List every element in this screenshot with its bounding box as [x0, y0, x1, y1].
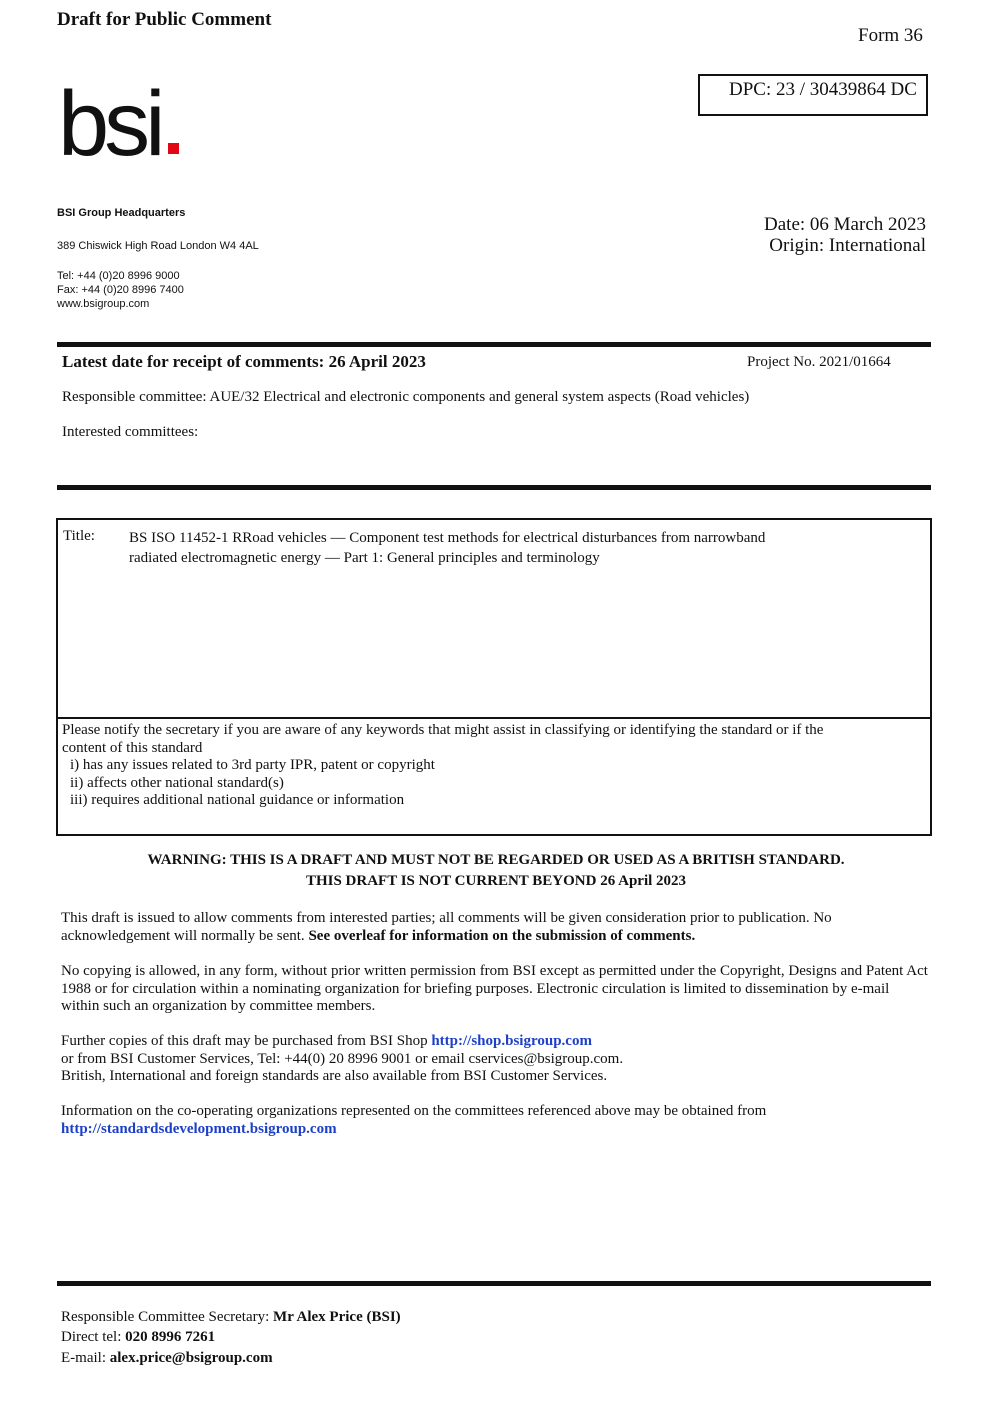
document-origin: Origin: International: [769, 235, 926, 256]
hq-fax: Fax: +44 (0)20 8996 7400: [57, 284, 184, 296]
bsi-logo-dot: [168, 143, 179, 154]
footer-email: [61, 1350, 273, 1367]
footer-tel: [61, 1329, 215, 1346]
form-number: Form 36: [858, 25, 923, 46]
paragraph-copying: No copying is allowed, in any form, without prior written permission from BSI except as permitted under the Copyright, Designs and Patent Act 1988 or for circulation within a nominating organization for briefing purposes. Electronic circulation is limited to dissemination by e-mail within such an organization by committee members.: [61, 963, 928, 1014]
divider: [58, 717, 930, 719]
footer-label: E-mail:: [61, 1350, 110, 1366]
paragraph-text: or from BSI Customer Services, Tel: +44(0) 20 8996 9001 or email cservices@bsigroup.com.: [61, 1050, 624, 1067]
bsi-logo-wordmark: bsi: [58, 85, 161, 165]
notify-section: [62, 722, 922, 810]
document-date: Date: 06 March 2023: [764, 214, 926, 235]
hq-address: 389 Chiswick High Road London W4 4AL: [57, 240, 259, 252]
notify-line: Please notify the secretary if you are aware of any keywords that might assist in classifying or identifying the standard or if the: [62, 722, 824, 738]
list-item: i) has any issues related to 3rd party IPR, patent or copyright: [70, 757, 435, 773]
direct-tel: 020 8996 7261: [125, 1329, 216, 1345]
warning-line: THIS DRAFT IS NOT CURRENT BEYOND 26 April 2023: [305, 873, 687, 889]
divider: [57, 485, 931, 490]
footer-label: Direct tel:: [61, 1329, 126, 1345]
interested-committees: Interested committees:: [62, 424, 199, 440]
paragraph-text: Further copies of this draft may be purchased from BSI Shop: [61, 1033, 432, 1049]
project-number: Project No. 2021/01664: [747, 354, 891, 370]
paragraph-text: British, International and foreign standards are also available from BSI Customer Services.: [61, 1068, 608, 1084]
bsi-logo-graphic: [58, 85, 183, 165]
notify-line: content of this standard: [62, 739, 203, 756]
paragraph-emphasis: See overleaf for information on the submission of comments.: [308, 927, 696, 944]
standard-title: [129, 528, 889, 568]
responsible-committee: Responsible committee: AUE/32 Electrical and electronic components and general system aspects (Road vehicles): [62, 389, 750, 405]
list-item: iii) requires additional national guidance or information: [70, 792, 405, 808]
secretary-name: Mr Alex Price (BSI): [273, 1309, 401, 1325]
standards-development-link[interactable]: http://standardsdevelopment.bsigroup.com: [61, 1120, 337, 1137]
divider: [57, 342, 931, 347]
title-box: [56, 518, 932, 836]
title-label: Title:: [63, 528, 95, 544]
paragraph-text: This draft is issued to allow comments from interested parties; all comments will be given consideration prior to publication. No acknowledgement will normally be sent.: [61, 910, 832, 944]
title-line: BS ISO 11452-1 RRoad vehicles — Component test methods for electrical disturbances from narrowband: [129, 530, 766, 546]
warning-line: WARNING: THIS IS A DRAFT AND MUST NOT BE REGARDED OR USED AS A BRITISH STANDARD.: [147, 852, 845, 868]
bsi-logo: [58, 85, 183, 165]
paragraph-draft-issued: [61, 910, 929, 945]
divider: [57, 1281, 931, 1286]
paragraph-text: Information on the co-operating organizations represented on the committees referenced above may be obtained from: [61, 1103, 767, 1119]
dpc-number: DPC: 23 / 30439864 DC: [729, 79, 917, 100]
latest-comment-date: Latest date for receipt of comments: 26 April 2023: [62, 352, 426, 371]
list-item: ii) affects other national standard(s): [70, 774, 284, 791]
secretary-email[interactable]: alex.price@bsigroup.com: [109, 1350, 273, 1366]
footer-label: Responsible Committee Secretary:: [61, 1309, 274, 1325]
dpc-number-box: [698, 74, 928, 116]
hq-title: BSI Group Headquarters: [57, 207, 186, 219]
hq-tel: Tel: +44 (0)20 8996 9000: [57, 270, 180, 282]
footer-secretary: [61, 1309, 401, 1326]
shop-link[interactable]: http://shop.bsigroup.com: [431, 1033, 592, 1049]
paragraph-cooperating-orgs: [61, 1103, 929, 1138]
hq-web-link[interactable]: www.bsigroup.com: [57, 298, 150, 310]
draft-label: Draft for Public Comment: [57, 9, 272, 30]
title-line: radiated electromagnetic energy — Part 1: General principles and terminology: [129, 550, 600, 566]
paragraph-further-copies: [61, 1033, 929, 1086]
